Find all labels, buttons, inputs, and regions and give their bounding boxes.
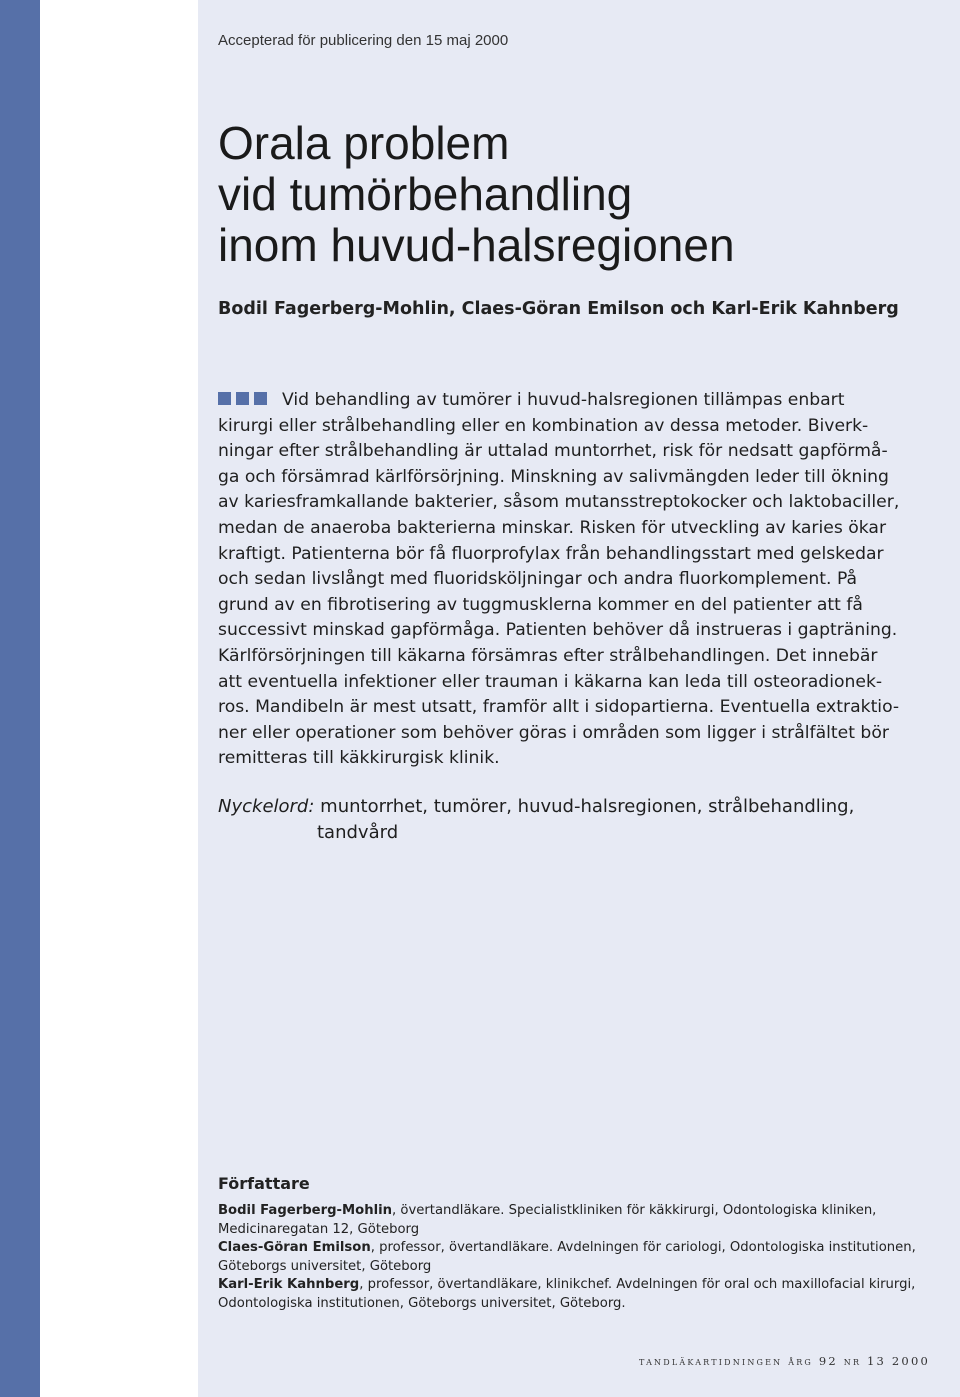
article-title [218, 118, 735, 271]
abstract-line: ros. Mandibeln är mest utsatt, framför allt i sidopartierna. Eventuella extraktio- [218, 697, 900, 718]
abstract-line: remitteras till käkkirurgisk klinik. [218, 748, 500, 769]
abstract-line: medan de anaeroba bakterierna minskar. Risken för utveckling av karies ökar [218, 517, 887, 538]
author-affiliations [218, 1174, 918, 1313]
abstract-line: och sedan livslångt med fluoridsköljningar och andra fluorkomplement. På [218, 569, 858, 590]
affiliation-line: Claes-Göran Emilson, professor, övertandläkare. Avdelningen för cariologi, Odontologiska institutionen, [218, 1240, 916, 1255]
affiliations-heading: Författare [218, 1174, 310, 1193]
journal-footer: tandläkartidningen årg 92 nr 13 2000 [638, 1354, 930, 1368]
title-line: Orala problem [218, 117, 510, 169]
author-name: Karl-Erik Kahnberg [218, 1277, 360, 1292]
affiliation-line: Odontologiska institutionen, Göteborgs universitet, Göteborg. [218, 1295, 626, 1311]
keywords-text: tandvård [317, 821, 399, 843]
affiliation-line: Medicinaregatan 12, Göteborg [218, 1221, 420, 1237]
left-accent-bar [0, 0, 40, 1397]
title-line: inom huvud-halsregionen [218, 219, 735, 271]
abstract-line: grund av en fibrotisering av tuggmusklerna kommer en del patienter att få [218, 594, 863, 615]
abstract-line: Kärlförsörjningen till käkarna försämras efter strålbehandlingen. Det innebär [218, 645, 878, 666]
author-name: Claes-Göran Emilson [218, 1240, 371, 1255]
abstract [218, 388, 900, 772]
abstract-line: Vid behandling av tumörer i huvud-halsregionen tillämpas enbart [218, 388, 890, 414]
section-marker-icon [218, 388, 272, 414]
abstract-line: ga och försämrad kärlförsörjning. Minskning av salivmängden leder till ökning [218, 466, 889, 487]
abstract-line: att eventuella infektioner eller trauman i käkarna kan leda till osteoradionek- [218, 671, 883, 692]
abstract-line: kirurgi eller strålbehandling eller en kombination av dessa metoder. Biverk- [218, 415, 869, 436]
abstract-line: kraftigt. Patienterna bör få fluorprofylax från behandlingsstart med gelskedar [218, 543, 884, 564]
affiliation-line: Göteborgs universitet, Göteborg [218, 1258, 432, 1274]
affiliation-line: Karl-Erik Kahnberg, professor, övertandläkare, klinikchef. Avdelningen för oral och maxillofacial kirurgi, [218, 1277, 916, 1292]
title-line: vid tumörbehandling [218, 168, 633, 220]
acceptance-note: Accepterad för publicering den 15 maj 2000 [218, 32, 509, 49]
affiliation-line: Bodil Fagerberg-Mohlin, övertandläkare. Specialistkliniken för käkkirurgi, Odontologiska kliniken, [218, 1203, 877, 1218]
keywords [218, 794, 854, 845]
abstract-line: successivt minskad gapförmåga. Patienten behöver då instrueras i gapträning. [218, 620, 898, 641]
author-byline: Bodil Fagerberg-Mohlin, Claes-Göran Emilson och Karl-Erik Kahnberg [218, 299, 899, 319]
abstract-line: ningar efter strålbehandling är uttalad muntorrhet, risk för nedsatt gapförmå- [218, 441, 888, 462]
abstract-line: av kariesframkallande bakterier, såsom mutansstreptokocker och laktobaciller, [218, 492, 900, 513]
abstract-line: ner eller operationer som behöver göras i områden som ligger i strålfältet bör [218, 722, 889, 743]
author-name: Bodil Fagerberg-Mohlin [218, 1203, 393, 1218]
keywords-text: muntorrhet, tumörer, huvud-halsregionen, strålbehandling, [320, 796, 855, 817]
keywords-label: Nyckelord: [218, 796, 315, 817]
